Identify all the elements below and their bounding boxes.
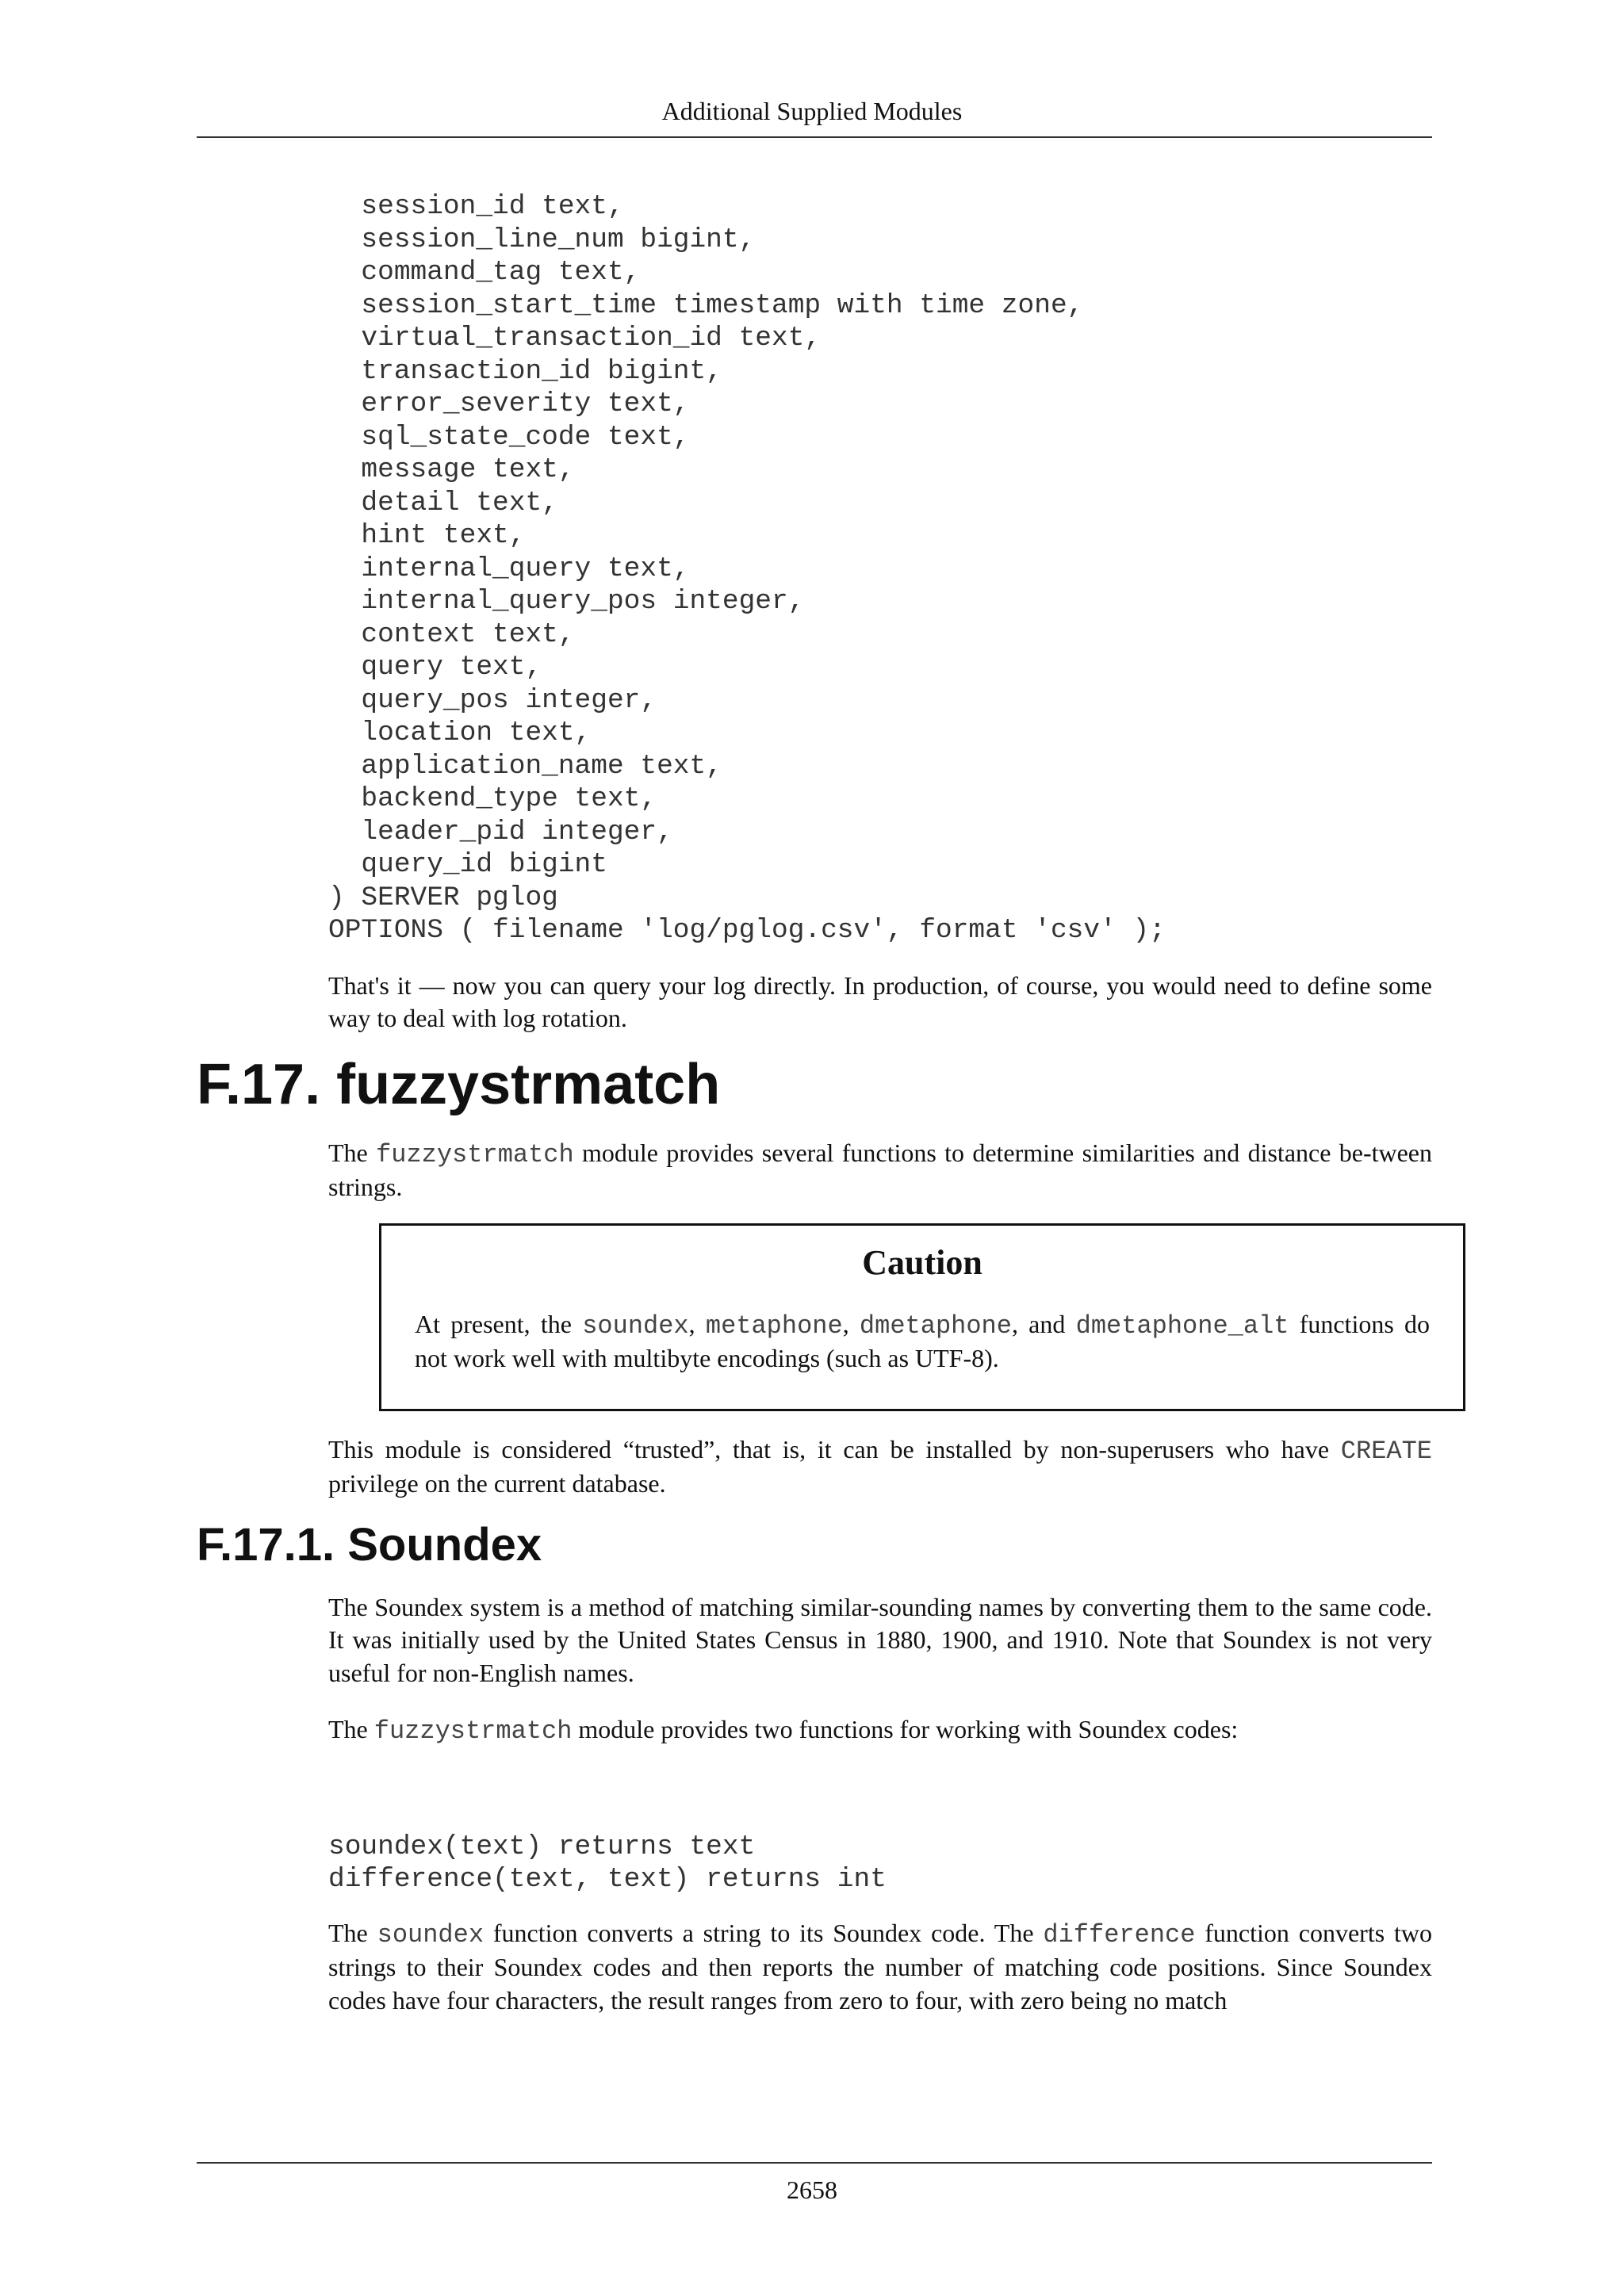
code-line: session_line_num bigint,	[328, 224, 756, 255]
code-line: sql_state_code text,	[328, 421, 690, 453]
text-part: function converts two strings to their Soundex codes and then reports the number of matching code positions. Since Soundex codes have four characters, the result ranges from zero to four, with zero being no match	[328, 1918, 1433, 2015]
caution-box	[379, 1223, 1465, 1411]
caution-text-part: ,	[688, 1309, 706, 1338]
code-line: ) SERVER pglog	[328, 882, 558, 913]
caution-text-part: ,	[842, 1309, 860, 1338]
code-line: session_start_time timestamp with time zone,	[328, 289, 1084, 321]
code-line: soundex(text) returns text	[328, 1831, 756, 1862]
section-heading: F.17. fuzzystrmatch	[197, 1052, 721, 1116]
function-name: metaphone	[705, 1311, 843, 1341]
intro-text-after: module provides several functions to determine similarities and distance be-tween strings.	[328, 1138, 1433, 1201]
code-block-soundex	[328, 1831, 1432, 1896]
function-name: dmetaphone_alt	[1075, 1311, 1289, 1341]
soundex-function-explanation	[328, 1917, 1432, 2018]
header-rule	[197, 136, 1432, 138]
function-name: soundex	[377, 1919, 485, 1950]
code-line: backend_type text,	[328, 783, 657, 814]
code-line: hint text,	[328, 520, 526, 551]
code-line: leader_pid integer,	[328, 816, 673, 848]
caution-text-part: , and	[1011, 1309, 1076, 1338]
code-line: query_pos integer,	[328, 684, 657, 716]
text-part: The	[328, 1918, 377, 1947]
footer-rule	[197, 2162, 1432, 2164]
function-name: difference	[1043, 1919, 1196, 1950]
caution-text-part: functions do not work well with multibyte encodings (such as UTF-8).	[415, 1309, 1431, 1372]
privilege-name: CREATE	[1340, 1436, 1432, 1466]
code-line: query text,	[328, 652, 542, 683]
text-part: module provides two functions for working with Soundex codes:	[572, 1715, 1239, 1743]
log-rotation-paragraph: That's it — now you can query your log directly. In production, of course, you would need to define some way to deal with log rotation.	[328, 970, 1432, 1032]
code-line: command_tag text,	[328, 257, 641, 288]
code-line: error_severity text,	[328, 388, 690, 419]
running-header: Additional Supplied Modules	[661, 97, 963, 125]
code-line: detail text,	[328, 487, 558, 519]
trusted-text-before: This module is considered “trusted”, that is, it can be installed by non-superusers who have	[328, 1434, 1341, 1464]
module-name: fuzzystrmatch	[373, 1716, 573, 1746]
trusted-paragraph	[328, 1433, 1432, 1501]
code-line: internal_query text,	[328, 553, 690, 584]
code-line: application_name text,	[328, 750, 722, 782]
code-line: transaction_id bigint,	[328, 355, 722, 387]
function-name: dmetaphone	[859, 1311, 1012, 1341]
caution-text-part: At present, the	[415, 1309, 583, 1338]
code-block-foreign-table	[328, 190, 1432, 947]
caution-text	[415, 1308, 1430, 1376]
code-line: message text,	[328, 454, 575, 485]
text-part: The	[328, 1715, 374, 1743]
code-line: context text,	[328, 618, 575, 650]
module-name: fuzzystrmatch	[376, 1139, 574, 1169]
intro-paragraph	[328, 1137, 1432, 1204]
page-content	[197, 190, 1432, 2017]
code-line: query_id bigint	[328, 849, 607, 880]
soundex-functions-intro	[328, 1713, 1432, 1748]
code-line: location text,	[328, 718, 592, 748]
caution-title: Caution	[862, 1242, 982, 1282]
trusted-text-after: privilege on the current database.	[328, 1469, 666, 1498]
text-part: function converts a string to its Soundex code. The	[484, 1918, 1044, 1947]
page-number: 2658	[787, 2175, 837, 2204]
code-line: difference(text, text) returns int	[328, 1864, 887, 1895]
code-line: internal_query_pos integer,	[328, 586, 805, 617]
subsection-heading: F.17.1. Soundex	[197, 1518, 542, 1571]
intro-text-before: The	[328, 1138, 377, 1167]
function-name: soundex	[582, 1311, 689, 1341]
soundex-description: The Soundex system is a method of matching similar-sounding names by converting them to the same code. It was initially used by the United States Census in 1880, 1900, and 1910. Note that Soundex is not very useful for non-English names.	[328, 1592, 1432, 1687]
code-line: virtual_transaction_id text,	[328, 323, 822, 354]
code-line: OPTIONS ( filename 'log/pglog.csv', format 'csv' );	[328, 915, 1166, 946]
code-line: session_id text,	[328, 191, 624, 222]
